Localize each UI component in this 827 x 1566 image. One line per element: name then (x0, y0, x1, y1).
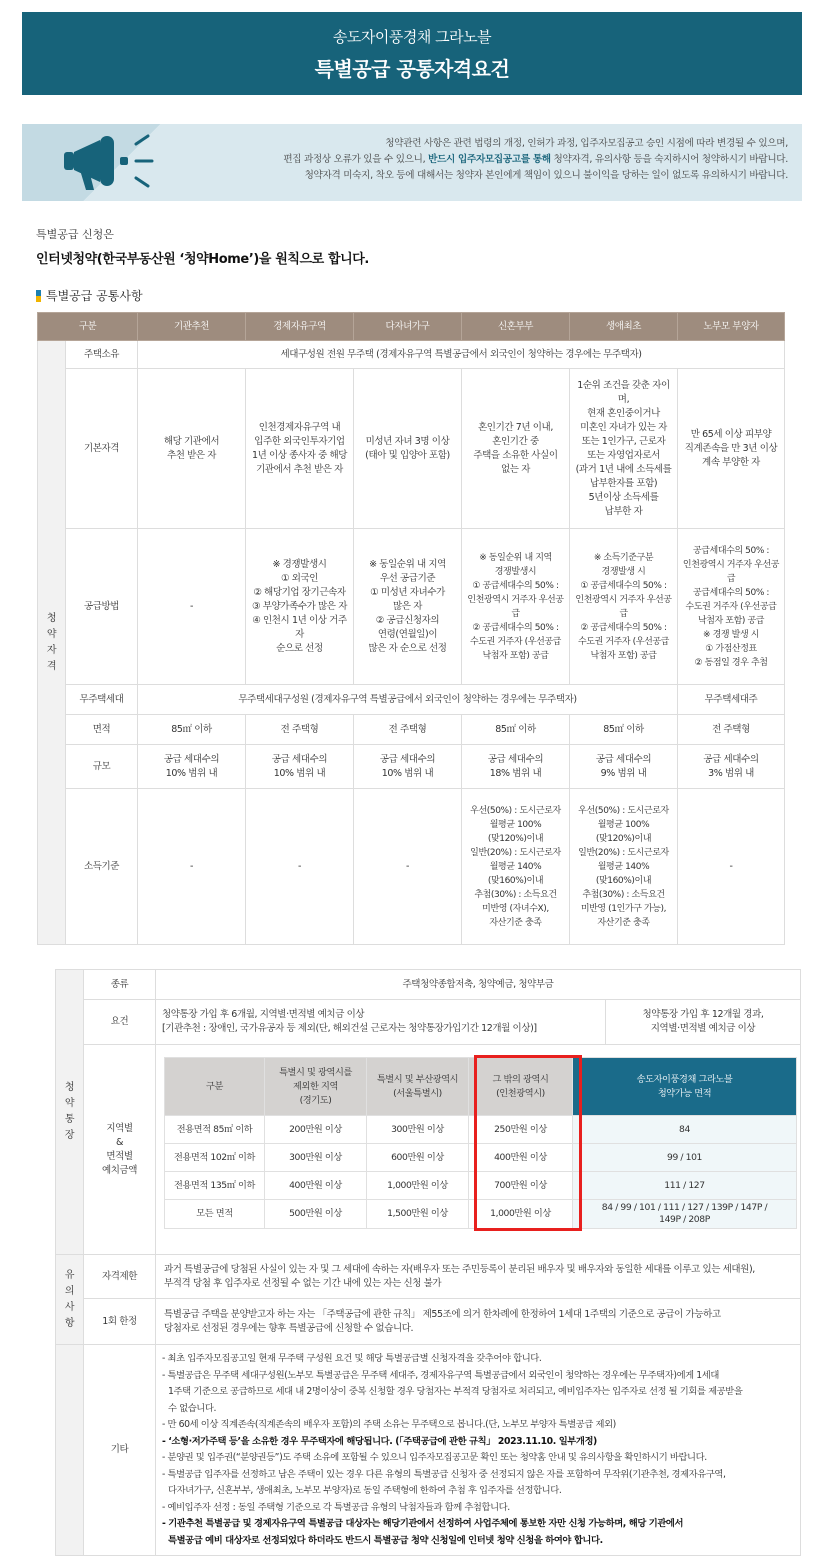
deposit-header: 그 밖의 광역시 (인천광역시) (469, 1058, 573, 1116)
cell: 세대구성원 전원 무주택 (경제자유구역 특별공급에서 외국인이 청약하는 경우에는 무주택자) (138, 341, 785, 369)
cell: 공급 세대수의 10% 범위 내 (246, 745, 354, 789)
etc-notes: - 최초 입주자모집공고일 현재 무주택 구성원 요건 및 해당 특별공급별 신청자격을 갖추어야 합니다. - 특별공급은 무주택 세대구성원(노부모 특별공급은 무주택 세대주, 경제자유구역 특별공급에서 외국인이 청약하는 경우에는 무주택자)에게 1세대 1주택 기준으로 공급하므로 세대 내 2명이상이 중복 신청할 경우 당첨자는 부적격 당첨자로 처리되고, 예비입주자는 입주자로 선정 될 기회를 제공받을 수 없습니다. - 만 60세 이상 직계존속(직계존속의 배우자 포함)의 주택 소유는 무주택으로 봅니다.(단, 노부모 부양자 특별공급 제외) - ‘소형·저가주택 등’을 소유한 경우 무주택자에 해당됩니다. (「주택공급에 관한 규칙」 2023.11.10. 일부개정) - 분양권 및 입주권(“분양권등”)도 주택 소유에 포함될 수 있으니 입주자모집공고문 확인 또는 청약홈 안내 및 유의사항을 확인하시기 바랍니다. - 특별공급 입주자를 선정하고 남은 주택이 있는 경우 다른 유형의 특별공급 신청자 중 선정되지 않은 자를 포함하여 무작위(기관추천, 경제자유구역, 다자녀가구, 신혼부부, 생애최초, 노부모 부양자)로 동일 주택형에 한하여 추첨 후 입주자를 선정합니다. - 예비입주자 선정 : 동일 주택형 기준으로 각 특별공급 유형의 낙첨자들과 함께 추첨합니다. - 기관추천 특별공급 및 경제자유구역 특별공급 대상자는 해당기관에서 선정하여 사업주체에 통보한 자만 신청 가능하며, 해당 기관에서 특별공급 예비 대상자로 선정되었다 하더라도 반드시 특별공급 청약 신청일에 인터넷 청약 신청을 하여야 합니다. (156, 1345, 801, 1556)
table-row (38, 789, 785, 945)
table-row (38, 745, 785, 789)
cell: 과거 특별공급에 당첨된 사실이 있는 자 및 그 세대에 속하는 자(배우자 또는 주민등록이 분리된 배우자 및 배우자와 동일한 세대를 이루고 있는 세대원), 부적격 당첨 후 입주자로 선정될 수 없는 기간 내에 있는 자는 신청 불가 (156, 1255, 801, 1299)
cell: - (138, 789, 246, 945)
table-row (38, 369, 785, 529)
section-title: 특별공급 공통사항 (36, 287, 143, 304)
table-header: 경제자유구역 (246, 313, 354, 341)
deposit-header: 구분 (165, 1058, 265, 1116)
cell: 전 주택형 (354, 715, 462, 745)
table-row (38, 715, 785, 745)
requirement-general: 청약통장 가입 후 6개월, 지역별·면적별 예치금 이상 [기관추천 : 장애인, 국가유공자 등 제외(단, 해외건설 근로자는 청약통장가입기간 12개월 이상)] (156, 1000, 606, 1044)
megaphone-icon (60, 130, 180, 196)
table-header-row (38, 313, 785, 341)
section-bar-icon (36, 290, 41, 302)
cell: 전 주택형 (246, 715, 354, 745)
cell: 해당 기관에서 추천 받은 자 (138, 369, 246, 529)
cell: 특별공급 주택을 분양받고자 하는 자는 「주택공급에 관한 규칙」 제55조에 의거 한차례에 한정하여 1세대 1주택의 기준으로 공급이 가능하고 당첨자로 선정된 경우에는 향후 특별공급에 신청할 수 없습니다. (156, 1299, 801, 1345)
table-row (56, 1299, 801, 1345)
cell: 85㎡ 이하 (138, 715, 246, 745)
table-header: 구분 (38, 313, 138, 341)
table-row (38, 685, 785, 715)
cell: 무주택세대구성원 (경제자유구역 특별공급에서 외국인이 청약하는 경우에는 무주택자) (138, 685, 678, 715)
table-header: 다자녀가구 (354, 313, 462, 341)
row-label: 기타 (84, 1345, 156, 1556)
row-label: 1회 한정 (84, 1299, 156, 1345)
side-label: 청 약 통 장 (56, 970, 84, 1255)
cell: 공급 세대수의 3% 범위 내 (678, 745, 785, 789)
cell: 공급 세대수의 10% 범위 내 (354, 745, 462, 789)
notice-text: 청약관련 사항은 관련 법령의 개정, 인허가 과정, 입주자모집공고 승인 시점에 따라 변경될 수 있으며, 편집 과정상 오류가 있을 수 있으니, 반드시 입주자모집공고를 통해 청약자격, 유의사항 등을 숙지하시어 청약하시기 바랍니다. 청약자격 미숙지, 착오 등에 대해서는 청약자 본인에게 책임이 있으니 불이익을 당하는 일이 없도록 유의하시기 바랍니다. (283, 138, 788, 181)
requirement-elderly: 청약통장 가입 후 12개월 경과, 지역별·면적별 예치금 이상 (642, 1009, 764, 1034)
table-row (38, 529, 785, 685)
cell: 우선(50%) : 도시근로자 월평균 100% (맞120%)이내 일반(20%) : 도시근로자 월평균 140% (맞160%)이내 추첨(30%) : 소득요건 미반영 (자녀수X), 자산기준 충족 (462, 789, 570, 945)
cell: 만 65세 이상 피부양 직계존속을 만 3년 이상 계속 부양한 자 (678, 369, 785, 529)
notice-box (22, 124, 802, 201)
row-label: 공급방법 (66, 529, 138, 685)
deposit-header: 송도자이풍경채 그라노블 청약가능 면적 (573, 1058, 797, 1116)
row-label: 종류 (84, 970, 156, 1000)
lead-text: 특별공급 신청은 인터넷청약(한국부동산원 ‘청약Home’)을 원칙으로 합니다. (36, 228, 369, 267)
cell: 주택청약종합저축, 청약예금, 청약부금 (156, 970, 801, 1000)
cell: - (138, 529, 246, 685)
cell: 혼인기간 7년 이내, 혼인기간 중 주택을 소유한 사실이 없는 자 (462, 369, 570, 529)
header-subtitle: 송도자이풍경채 그라노블 (332, 28, 492, 46)
cell: ※ 동일순위 내 지역 우선 공급기준 ① 미성년 자녀수가 많은 자 ② 공급신청자의 연령(연월일)이 많은 자 순으로 선정 (354, 529, 462, 685)
deposit-row: 전용면적 85㎡ 이하 200만원 이상 300만원 이상 250만원 이상 84 (165, 1116, 797, 1144)
deposit-row: 전용면적 102㎡ 이하 300만원 이상 600만원 이상 400만원 이상 99 / 101 (165, 1144, 797, 1172)
deposit-header: 특별시 및 부산광역시 (서울특별시) (367, 1058, 469, 1116)
row-label: 무주택세대 (66, 685, 138, 715)
cell: 전 주택형 (678, 715, 785, 745)
cell: 공급 세대수의 18% 범위 내 (462, 745, 570, 789)
cell: 인천경제자유구역 내 입주한 외국인투자기업 1년 이상 종사자 중 해당 기관에서 추천 받은 자 (246, 369, 354, 529)
table-row (56, 1000, 801, 1045)
table-row (56, 970, 801, 1000)
cell: 1순위 조건을 갖춘 자이며, 현재 혼인중이거나 미혼인 자녀가 있는 자 또는 1인가구, 근로자 또는 자영업자로서 (과거 1년 내에 소득세를 납부한자를 포함) 5년이상 소득세를 납부한 자 (570, 369, 678, 529)
deposit-row: 전용면적 135㎡ 이하 400만원 이상 1,000만원 이상 700만원 이상 111 / 127 (165, 1172, 797, 1200)
eligibility-table (37, 312, 785, 945)
row-label: 자격제한 (84, 1255, 156, 1299)
table-row (56, 1255, 801, 1299)
row-label: 규모 (66, 745, 138, 789)
cell: 무주택세대주 (678, 685, 785, 715)
cell: 공급 세대수의 10% 범위 내 (138, 745, 246, 789)
highlight-box (474, 1055, 582, 1231)
cell: 85㎡ 이하 (570, 715, 678, 745)
row-label: 주택소유 (66, 341, 138, 369)
row-label: 요건 (84, 1000, 156, 1045)
deposit-header: 특별시 및 광역시를 제외한 지역 (경기도) (265, 1058, 367, 1116)
table-row (56, 1345, 801, 1556)
cell: - (246, 789, 354, 945)
cell: ※ 경쟁발생시 ① 외국인 ② 해당기업 장기근속자 ③ 부양가족수가 많은 자 ④ 인천시 1년 이상 거주자 순으로 선정 (246, 529, 354, 685)
bank-account-table (55, 969, 801, 1556)
cell: 85㎡ 이하 (462, 715, 570, 745)
table-header: 생애최초 (570, 313, 678, 341)
side-label: 청 약 자 격 (38, 341, 66, 945)
cell: 공급세대수의 50% : 인천광역시 거주자 우선공급 공급세대수의 50% : 수도권 거주자 (우선공급 낙첨자 포함) 공급 ※ 경쟁 발생 시 ① 가점산정표 ② 동점일 경우 추첨 (678, 529, 785, 685)
deposit-row: 모든 면적 500만원 이상 1,500만원 이상 1,000만원 이상 84 / 99 / 101 / 111 / 127 / 139P / 147P / 149P / 208P (165, 1200, 797, 1229)
cell: - (354, 789, 462, 945)
cell: 미성년 자녀 3명 이상 (태아 및 입양아 포함) (354, 369, 462, 529)
table-header: 기관추천 (138, 313, 246, 341)
cell: ※ 동일순위 내 지역 경쟁발생시 ① 공급세대수의 50% : 인천광역시 거주자 우선공급 ② 공급세대수의 50% : 수도권 거주자 (우선공급 낙첨자 포함) 공급 (462, 529, 570, 685)
table-header: 노부모 부양자 (678, 313, 785, 341)
cell: - (678, 789, 785, 945)
cell: 우선(50%) : 도시근로자 월평균 100% (맞120%)이내 일반(20%) : 도시근로자 월평균 140% (맞160%)이내 추첨(30%) : 소득요건 미반영 (1인가구 가능), 자산기준 충족 (570, 789, 678, 945)
side-label: 유 의 사 항 (56, 1255, 84, 1345)
row-label: 기본자격 (66, 369, 138, 529)
table-row (56, 1045, 801, 1255)
table-row (38, 341, 785, 369)
cell: 공급 세대수의 9% 범위 내 (570, 745, 678, 789)
cell: ※ 소득기준구분 경쟁발생 시 ① 공급세대수의 50% : 인천광역시 거주자 우선공급 ② 공급세대수의 50% : 수도권 거주자 (우선공급 낙첨자 포함) 공급 (570, 529, 678, 685)
row-label: 소득기준 (66, 789, 138, 945)
page-header (22, 12, 802, 95)
row-label: 면적 (66, 715, 138, 745)
header-title: 특별공급 공통자격요건 (314, 57, 510, 81)
table-header: 신혼부부 (462, 313, 570, 341)
row-label: 지역별 & 면적별 예치금액 (84, 1045, 156, 1255)
